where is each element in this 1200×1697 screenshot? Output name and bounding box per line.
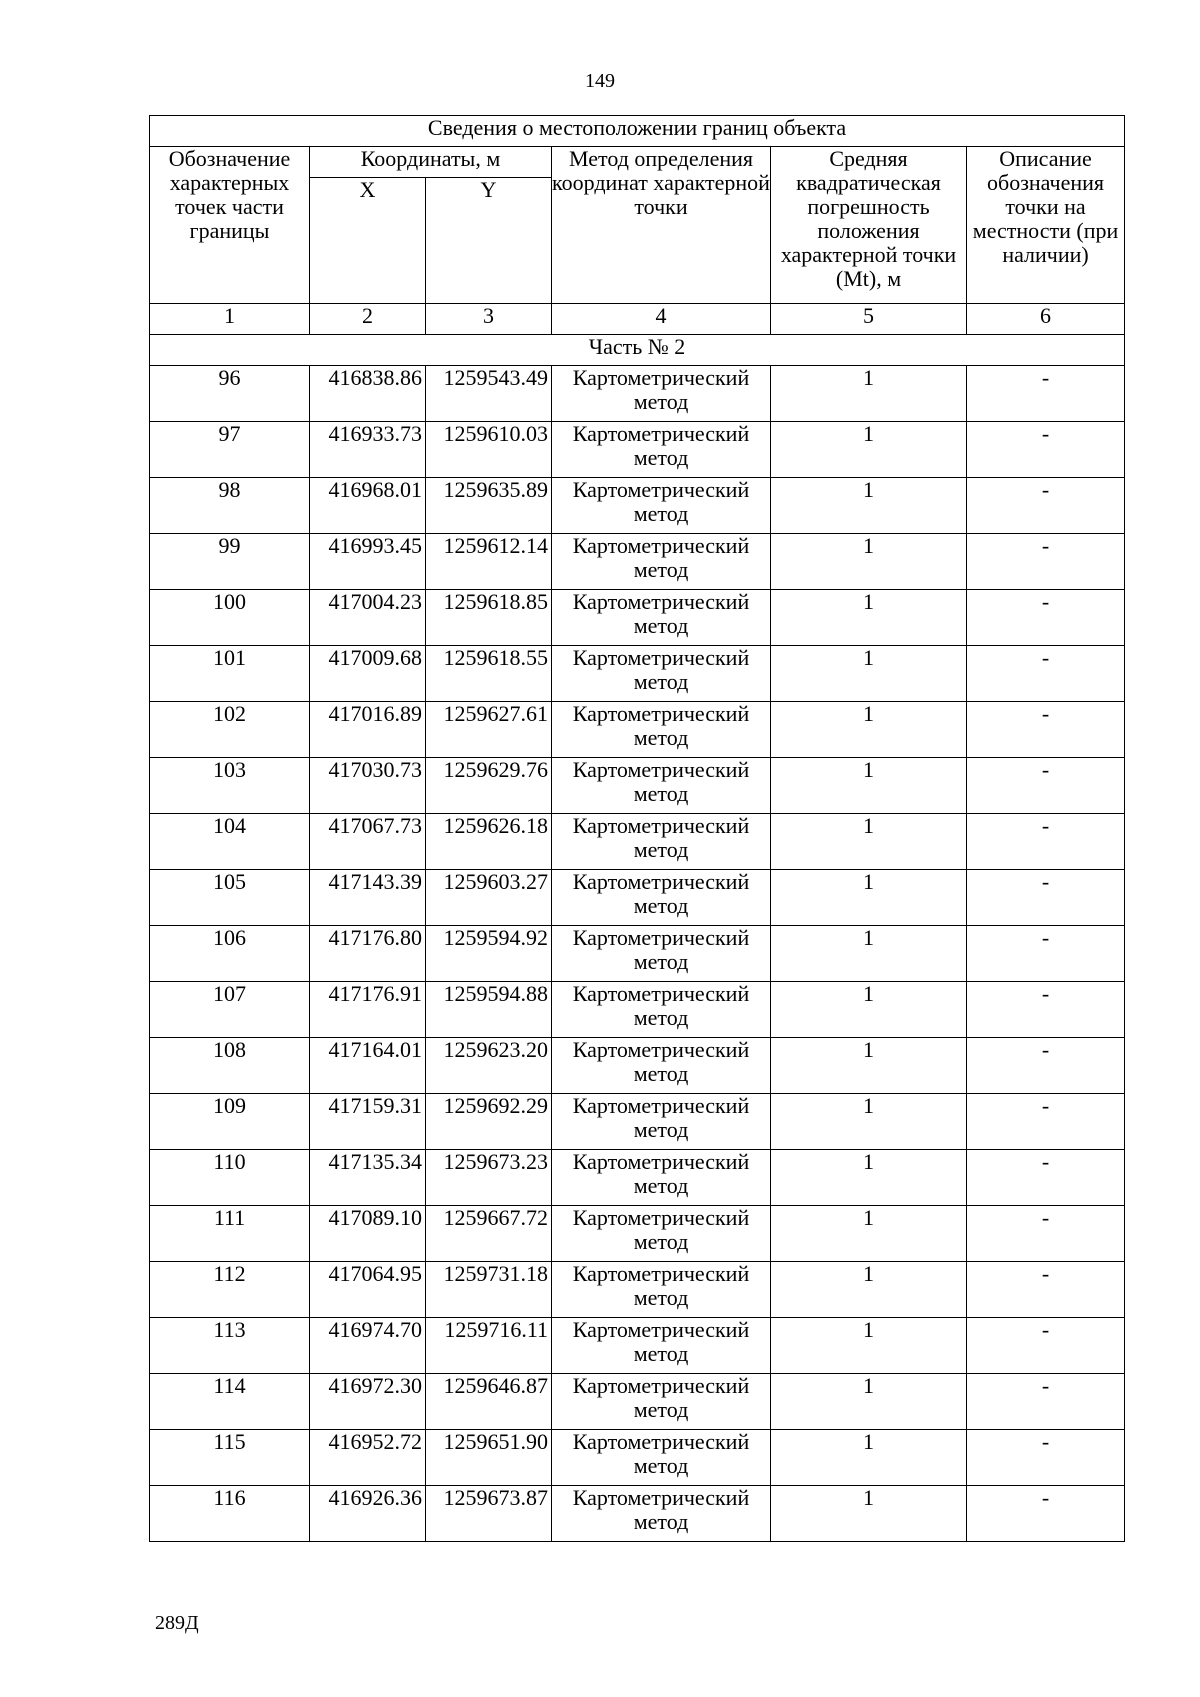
x-coordinate-cell: 417176.91 bbox=[310, 982, 426, 1038]
y-coordinate-cell: 1259618.85 bbox=[426, 590, 552, 646]
table-row bbox=[150, 1038, 1125, 1094]
point-cell: 102 bbox=[150, 702, 310, 758]
method-cell: Картометрический метод bbox=[552, 814, 771, 870]
x-coordinate-cell: 417159.31 bbox=[310, 1094, 426, 1150]
mean-error-cell: 1 bbox=[771, 534, 967, 590]
y-coordinate-cell: 1259692.29 bbox=[426, 1094, 552, 1150]
description-cell: - bbox=[967, 1150, 1125, 1206]
y-coordinate-cell: 1259610.03 bbox=[426, 422, 552, 478]
method-cell: Картометрический метод bbox=[552, 422, 771, 478]
description-cell: - bbox=[967, 1318, 1125, 1374]
x-coordinate-cell: 416972.30 bbox=[310, 1374, 426, 1430]
point-cell: 107 bbox=[150, 982, 310, 1038]
point-cell: 116 bbox=[150, 1486, 310, 1542]
mean-error-cell: 1 bbox=[771, 1318, 967, 1374]
method-cell: Картометрический метод bbox=[552, 1206, 771, 1262]
x-coordinate-cell: 417016.89 bbox=[310, 702, 426, 758]
mean-error-cell: 1 bbox=[771, 1206, 967, 1262]
description-cell: - bbox=[967, 758, 1125, 814]
point-cell: 115 bbox=[150, 1430, 310, 1486]
table-row bbox=[150, 814, 1125, 870]
header-point-designation: Обозначение характерных точек части границы bbox=[150, 147, 310, 304]
point-cell: 112 bbox=[150, 1262, 310, 1318]
y-coordinate-cell: 1259667.72 bbox=[426, 1206, 552, 1262]
x-coordinate-cell: 417067.73 bbox=[310, 814, 426, 870]
description-cell: - bbox=[967, 702, 1125, 758]
x-coordinate-cell: 416838.86 bbox=[310, 366, 426, 422]
table-row bbox=[150, 534, 1125, 590]
point-cell: 114 bbox=[150, 1374, 310, 1430]
header-method: Метод определения координат характерной точки bbox=[552, 147, 771, 304]
table-row bbox=[150, 590, 1125, 646]
mean-error-cell: 1 bbox=[771, 1430, 967, 1486]
mean-error-cell: 1 bbox=[771, 702, 967, 758]
y-coordinate-cell: 1259594.88 bbox=[426, 982, 552, 1038]
description-cell: - bbox=[967, 982, 1125, 1038]
x-coordinate-cell: 416974.70 bbox=[310, 1318, 426, 1374]
y-coordinate-cell: 1259673.87 bbox=[426, 1486, 552, 1542]
x-coordinate-cell: 416933.73 bbox=[310, 422, 426, 478]
description-cell: - bbox=[967, 1262, 1125, 1318]
description-cell: - bbox=[967, 1430, 1125, 1486]
header-mean-error: Средняя квадратическая погрешность положения характерной точки (Mt), м bbox=[771, 147, 967, 304]
method-cell: Картометрический метод bbox=[552, 366, 771, 422]
x-coordinate-cell: 417009.68 bbox=[310, 646, 426, 702]
table-row bbox=[150, 366, 1125, 422]
x-coordinate-cell: 416952.72 bbox=[310, 1430, 426, 1486]
x-coordinate-cell: 417164.01 bbox=[310, 1038, 426, 1094]
mean-error-cell: 1 bbox=[771, 1150, 967, 1206]
point-cell: 100 bbox=[150, 590, 310, 646]
point-cell: 110 bbox=[150, 1150, 310, 1206]
table-row bbox=[150, 1430, 1125, 1486]
method-cell: Картометрический метод bbox=[552, 870, 771, 926]
mean-error-cell: 1 bbox=[771, 758, 967, 814]
table-row bbox=[150, 1150, 1125, 1206]
method-cell: Картометрический метод bbox=[552, 1486, 771, 1542]
table-row bbox=[150, 1486, 1125, 1542]
column-number: 6 bbox=[967, 304, 1125, 335]
method-cell: Картометрический метод bbox=[552, 1038, 771, 1094]
point-cell: 105 bbox=[150, 870, 310, 926]
y-coordinate-cell: 1259646.87 bbox=[426, 1374, 552, 1430]
y-coordinate-cell: 1259618.55 bbox=[426, 646, 552, 702]
table-row bbox=[150, 758, 1125, 814]
mean-error-cell: 1 bbox=[771, 422, 967, 478]
column-number: 4 bbox=[552, 304, 771, 335]
y-coordinate-cell: 1259623.20 bbox=[426, 1038, 552, 1094]
x-coordinate-cell: 417135.34 bbox=[310, 1150, 426, 1206]
method-cell: Картометрический метод bbox=[552, 1262, 771, 1318]
point-cell: 98 bbox=[150, 478, 310, 534]
column-number: 2 bbox=[310, 304, 426, 335]
mean-error-cell: 1 bbox=[771, 926, 967, 982]
description-cell: - bbox=[967, 366, 1125, 422]
x-coordinate-cell: 417064.95 bbox=[310, 1262, 426, 1318]
header-coordinates: Координаты, м bbox=[310, 147, 552, 178]
method-cell: Картометрический метод bbox=[552, 1318, 771, 1374]
description-cell: - bbox=[967, 926, 1125, 982]
page-number: 149 bbox=[585, 70, 615, 92]
y-coordinate-cell: 1259629.76 bbox=[426, 758, 552, 814]
method-cell: Картометрический метод bbox=[552, 1150, 771, 1206]
table-row bbox=[150, 870, 1125, 926]
mean-error-cell: 1 bbox=[771, 1486, 967, 1542]
method-cell: Картометрический метод bbox=[552, 1094, 771, 1150]
header-description: Описание обозначения точки на местности (при наличии) bbox=[967, 147, 1125, 304]
table-row bbox=[150, 1374, 1125, 1430]
mean-error-cell: 1 bbox=[771, 366, 967, 422]
table-row bbox=[150, 1206, 1125, 1262]
x-coordinate-cell: 417089.10 bbox=[310, 1206, 426, 1262]
table-row bbox=[150, 646, 1125, 702]
mean-error-cell: 1 bbox=[771, 1374, 967, 1430]
method-cell: Картометрический метод bbox=[552, 926, 771, 982]
method-cell: Картометрический метод bbox=[552, 702, 771, 758]
method-cell: Картометрический метод bbox=[552, 590, 771, 646]
x-coordinate-cell: 416926.36 bbox=[310, 1486, 426, 1542]
description-cell: - bbox=[967, 1038, 1125, 1094]
description-cell: - bbox=[967, 1094, 1125, 1150]
table-row bbox=[150, 1094, 1125, 1150]
point-cell: 113 bbox=[150, 1318, 310, 1374]
point-cell: 104 bbox=[150, 814, 310, 870]
point-cell: 106 bbox=[150, 926, 310, 982]
description-cell: - bbox=[967, 534, 1125, 590]
y-coordinate-cell: 1259635.89 bbox=[426, 478, 552, 534]
y-coordinate-cell: 1259543.49 bbox=[426, 366, 552, 422]
y-coordinate-cell: 1259716.11 bbox=[426, 1318, 552, 1374]
point-cell: 101 bbox=[150, 646, 310, 702]
method-cell: Картометрический метод bbox=[552, 982, 771, 1038]
method-cell: Картометрический метод bbox=[552, 758, 771, 814]
description-cell: - bbox=[967, 590, 1125, 646]
part-label: Часть № 2 bbox=[150, 335, 1125, 366]
description-cell: - bbox=[967, 646, 1125, 702]
x-coordinate-cell: 417004.23 bbox=[310, 590, 426, 646]
table-title: Сведения о местоположении границ объекта bbox=[150, 116, 1125, 147]
point-cell: 109 bbox=[150, 1094, 310, 1150]
description-cell: - bbox=[967, 1486, 1125, 1542]
mean-error-cell: 1 bbox=[771, 982, 967, 1038]
mean-error-cell: 1 bbox=[771, 646, 967, 702]
table-row bbox=[150, 478, 1125, 534]
x-coordinate-cell: 417143.39 bbox=[310, 870, 426, 926]
method-cell: Картометрический метод bbox=[552, 1374, 771, 1430]
mean-error-cell: 1 bbox=[771, 1094, 967, 1150]
mean-error-cell: 1 bbox=[771, 590, 967, 646]
column-number: 5 bbox=[771, 304, 967, 335]
table-row bbox=[150, 422, 1125, 478]
x-coordinate-cell: 416993.45 bbox=[310, 534, 426, 590]
x-coordinate-cell: 416968.01 bbox=[310, 478, 426, 534]
method-cell: Картометрический метод bbox=[552, 478, 771, 534]
boundary-coordinates-table bbox=[149, 115, 1125, 1542]
y-coordinate-cell: 1259731.18 bbox=[426, 1262, 552, 1318]
table-row bbox=[150, 982, 1125, 1038]
point-cell: 96 bbox=[150, 366, 310, 422]
y-coordinate-cell: 1259612.14 bbox=[426, 534, 552, 590]
description-cell: - bbox=[967, 1374, 1125, 1430]
mean-error-cell: 1 bbox=[771, 870, 967, 926]
column-number: 3 bbox=[426, 304, 552, 335]
header-x: X bbox=[310, 178, 426, 304]
y-coordinate-cell: 1259627.61 bbox=[426, 702, 552, 758]
mean-error-cell: 1 bbox=[771, 814, 967, 870]
table-row bbox=[150, 1318, 1125, 1374]
mean-error-cell: 1 bbox=[771, 1262, 967, 1318]
point-cell: 99 bbox=[150, 534, 310, 590]
point-cell: 108 bbox=[150, 1038, 310, 1094]
method-cell: Картометрический метод bbox=[552, 534, 771, 590]
table-row bbox=[150, 702, 1125, 758]
description-cell: - bbox=[967, 478, 1125, 534]
method-cell: Картометрический метод bbox=[552, 646, 771, 702]
description-cell: - bbox=[967, 870, 1125, 926]
header-y: Y bbox=[426, 178, 552, 304]
method-cell: Картометрический метод bbox=[552, 1430, 771, 1486]
mean-error-cell: 1 bbox=[771, 478, 967, 534]
point-cell: 103 bbox=[150, 758, 310, 814]
point-cell: 111 bbox=[150, 1206, 310, 1262]
y-coordinate-cell: 1259651.90 bbox=[426, 1430, 552, 1486]
description-cell: - bbox=[967, 814, 1125, 870]
y-coordinate-cell: 1259594.92 bbox=[426, 926, 552, 982]
column-numbers-row bbox=[150, 304, 1125, 335]
table-row bbox=[150, 1262, 1125, 1318]
x-coordinate-cell: 417176.80 bbox=[310, 926, 426, 982]
mean-error-cell: 1 bbox=[771, 1038, 967, 1094]
table-row bbox=[150, 926, 1125, 982]
x-coordinate-cell: 417030.73 bbox=[310, 758, 426, 814]
y-coordinate-cell: 1259673.23 bbox=[426, 1150, 552, 1206]
y-coordinate-cell: 1259626.18 bbox=[426, 814, 552, 870]
part-row bbox=[150, 335, 1125, 366]
point-cell: 97 bbox=[150, 422, 310, 478]
description-cell: - bbox=[967, 422, 1125, 478]
document-code: 289Д bbox=[155, 1612, 199, 1634]
description-cell: - bbox=[967, 1206, 1125, 1262]
y-coordinate-cell: 1259603.27 bbox=[426, 870, 552, 926]
column-number: 1 bbox=[150, 304, 310, 335]
